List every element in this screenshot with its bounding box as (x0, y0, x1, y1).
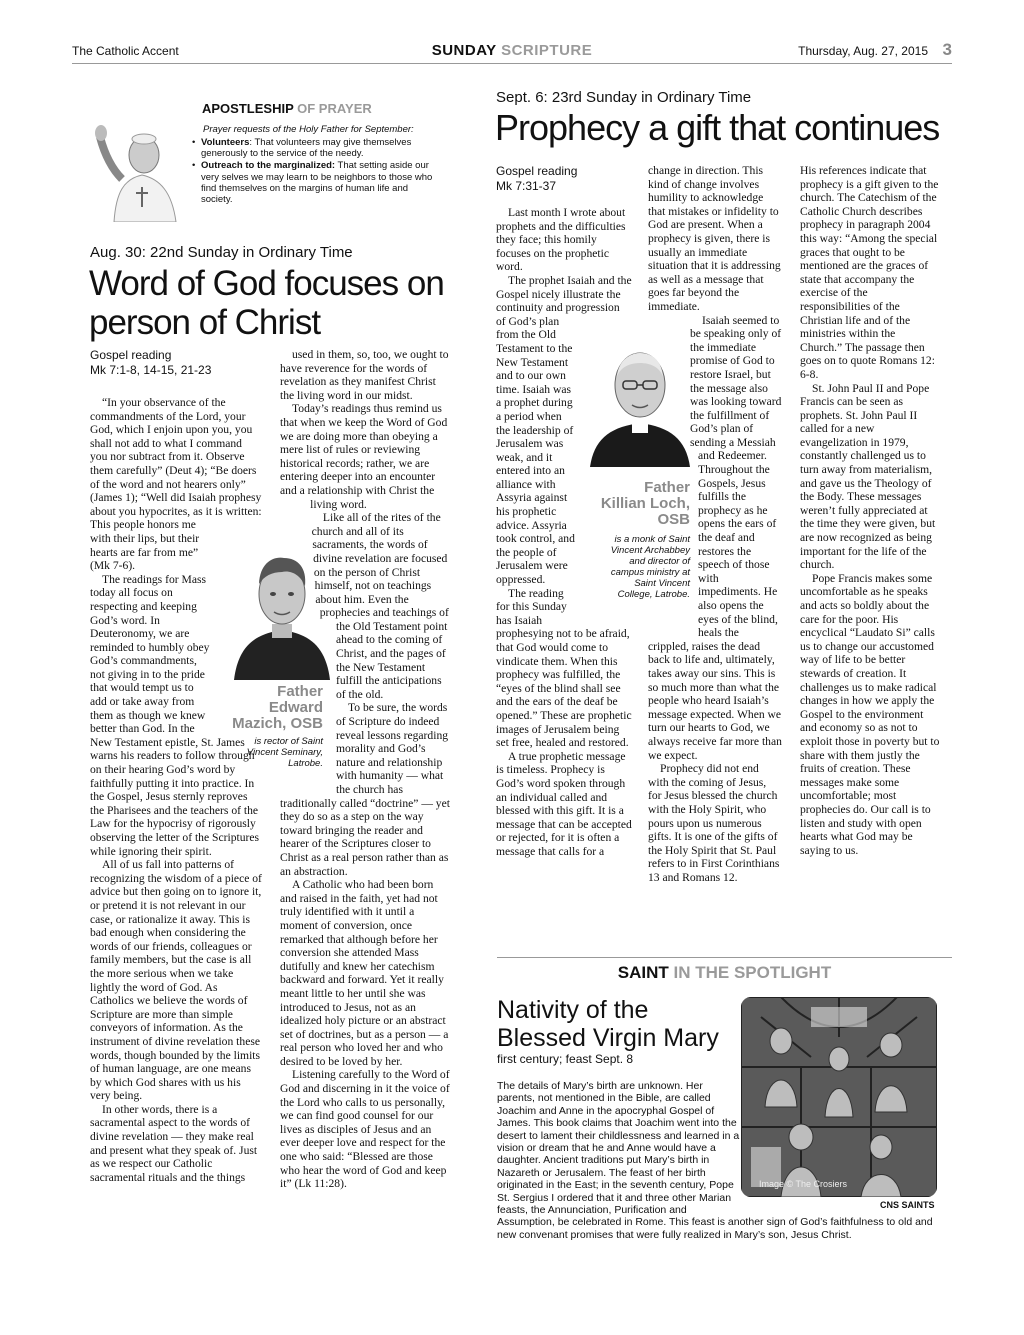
author-bio-line: College, Latrobe. (617, 589, 690, 600)
author-name-line: Killian Loch, (600, 495, 690, 512)
saint-body-text (497, 1080, 942, 1241)
pope-photo (92, 97, 192, 222)
sept6-column-1 (496, 206, 632, 859)
saint-paragraph: The details of Mary’s birth are unknown. Her parents, not mentioned in the Bible, are called Joachim and Anne in the apocryphal Gospel of James. This book claims that Joachim went into the desert to lament their childlessness and learned in a vision or dream that he and Anne would have a daughter. Ancient traditions put Mary’s birth in Nazareth or Jerusalem. The feast of her birth originated in the East; in the seventh century, Pope St. Sergius I ordered that it and three other Marian feasts, the Annunciation, Purification and Assumption, be celebrated in Rome. This feast is another sign of God’s faithfulness to old and new convenant promises that were fully realized in Mary’s son, Jesus Christ. (497, 1080, 933, 1241)
sept6-gospel-label: Gospel reading (496, 164, 578, 178)
prayer-request-item (192, 137, 440, 159)
saint-title-grey: IN THE SPOTLIGHT (673, 963, 832, 982)
author-name-line: Mazich, OSB (232, 715, 323, 732)
author-bio-line: Vincent Archabbey (610, 545, 690, 556)
paragraph: His references indicate that prophecy is a gift given to the church. The Catechism of the Catholic Church describes prophecy in paragraph 2004 this way: “Among the special graces that ought to be mentioned are the graces of state that accompany the exercise of the responsibilities of the Christian life and of the ministries within the Church.” The passage then goes on to quote Romans 12: 6-8. (800, 164, 939, 381)
apostleship-title-grey: OF PRAYER (297, 101, 372, 116)
apostleship-subtitle: Prayer requests of the Holy Father for September: (203, 124, 414, 135)
saint-headline-line: Nativity of the (497, 996, 649, 1024)
prayer-request-text: : That volunteers may give themselves generously to the service of the needy. (201, 137, 412, 160)
sept6-gospel-reference: Mk 7:31-37 (496, 179, 557, 193)
header-rule (72, 63, 952, 64)
publication-name: The Catholic Accent (72, 44, 179, 58)
sept6-headline: Prophecy a gift that continues (495, 107, 940, 148)
aug30-gospel-label: Gospel reading (90, 348, 172, 362)
aug30-headline-line2: person of Christ (89, 303, 321, 342)
cns-saints-credit: CNS SAINTS (880, 1200, 935, 1210)
aug30-headline-line1: Word of God focuses on (89, 264, 444, 303)
image-wrap-spacer (742, 1080, 942, 1208)
paragraph: change in direction. This kind of change involves humility to acknowledge that mistakes or infidelity to God are present. When a prophecy is given, there is usually an immediate situation that it is addressing as well as a message that goes far beyond the immediate. (648, 164, 781, 313)
paragraph: used in them, so, too, we ought to have reverence for the words of revelation as they manifest Christ the living word in our midst. (280, 348, 449, 402)
apostleship-title-bold: APOSTLESHIP (202, 101, 294, 116)
saint-title-bold: SAINT (617, 963, 669, 982)
saint-feast-date: first century; feast Sept. 8 (497, 1052, 634, 1066)
aug30-column-2 (280, 348, 450, 1191)
issue-date: Thursday, Aug. 27, 2015 (798, 44, 928, 58)
author-bio-line: and director of (629, 556, 690, 567)
paragraph: Like all of the rites of the church and all of its sacraments, the words of divine revelation are focused on the person of Christ himself, not on teachings about him. Even the prophecies and teachings of the Old Testament point ahead to the coming of Christ, and the pages of the New Testament fulfill the anticipations of the old. (311, 511, 449, 701)
saint-rule (497, 957, 952, 958)
paragraph: To be sure, the words of Scripture do indeed reveal lessons regarding morality and God’s nature and relationship with humanity — what the church has traditionally called “doctrine” — yet they do so as a step on the way toward bringing the reader and hearer of the Scriptures closer to Christ as a real person rather than as an abstraction. (280, 701, 450, 878)
sept6-column-3 (800, 164, 940, 857)
sept6-kicker: Sept. 6: 23rd Sunday in Ordinary Time (496, 89, 752, 106)
section-title-grey: SCRIPTURE (501, 42, 593, 59)
prayer-request-item (192, 160, 440, 205)
apostleship-title (202, 101, 372, 116)
author-name-line: OSB (657, 511, 690, 528)
paragraph: Listening carefully to the Word of God and discerning in it the voice of the Lord who calls to us personally, we can find good counsel for our lives as disciples of Jesus and an ever deeper love and respect for the one who said: “Blessed are those who hear the word of God and keep it” (Lk 11:28). (280, 1068, 450, 1191)
paragraph: A true prophetic message is timeless. Prophecy is God’s word spoken through an individual called and blessed with this gift. It is a message that can be accepted or rejected, for it is often a message that calls for a (496, 749, 632, 858)
saint-headline-line: Blessed Virgin Mary (497, 1024, 719, 1052)
author-name-line: Edward (268, 699, 323, 716)
prayer-requests-list (192, 137, 440, 206)
paragraph: Isaiah seemed to be speaking only of the immediate promise of God to restore Israel, but the message also was looking toward the fulfillment of God’s plan of sending a Messiah and Redeemer. Throughout the Gospels, Jesus fulfills the prophecy as he opens the ears of the deaf and restores the speech of those with impediments. He also opens the eyes of the blind, heals the crippled, raises the dead back to life and, ultimately, takes away our sins. This is so much more than what the people who heard Isaiah’s message expected. When we turn our hearts to God, we always receive far more than we expect. (648, 313, 782, 762)
prayer-request-label: Outreach to the marginalized: (201, 160, 336, 172)
paragraph: Today’s readings thus remind us that when we keep the Word of God we are doing more than obeying a mere list of rules or reviewing historical records; rather, we are entering deeper into an encounter and a relationship with Christ the living word. (280, 402, 448, 511)
author-name-line: Father (644, 479, 690, 496)
author-bio-line: Vincent Seminary, (246, 747, 323, 758)
section-title-bold: SUNDAY (431, 42, 497, 59)
paragraph: Pope Francis makes some uncomfortable as he speaks and acts so boldly about the care for the poor. His encyclical “Laudato Si” calls us to change our accustomed way of life to be better stewards of creation. It challenges us to make radical changes in how we apply the Gospel to the environment and economy so as not to exploit those in poverty but to share with them justly the fruits of creation. These messages make some uncomfortable; most prophecies do. Our call is to listen and study with open hearts what God may be saying to us. (800, 571, 940, 857)
aug30-gospel-reference: Mk 7:1-8, 14-15, 21-23 (90, 363, 212, 377)
author-name-line: Father (277, 683, 323, 700)
saint-headline (497, 996, 719, 1052)
prayer-request-text: That setting aside our very selves we may learn to be neighbors to those who find themselves on the margins of human life and society. (201, 160, 433, 206)
paragraph: “In your observance of the commandments of the Lord, your God, which I enjoin upon you, you shall not add to what I command you nor subtract from it. Observe them carefully” (Deut 4); “Be doers of the word and not hearers only” (James 1); “Well did Isaiah prophesy about you hypocrites, as it is written: This people honors me with their lips, but their hearts are far from me” (Mk 7-6). (90, 396, 262, 573)
image-credit: Image © The Crosiers (759, 1179, 847, 1189)
aug30-kicker: Aug. 30: 22nd Sunday in Ordinary Time (90, 244, 353, 261)
sept6-column-2 (648, 164, 782, 884)
page-number: 3 (942, 40, 952, 59)
saint-section-title (497, 963, 952, 983)
paragraph: All of us fall into patterns of recognizing the wisdom of a piece of advice but then going on to ignore it, or pretend it is not relevant in our case, or rationalize it away. This is bad enough when considering the words of our friends, colleagues or family members, but the case is all the more serious when we take lightly the word of God. As Catholics we believe the words of Scripture are more than simple conveyors of information. As the instrument of divine revelation these words, though bounded by the limits of human language, are one means by which God shares with us his very being. (90, 858, 262, 1103)
author-bio-line: campus ministry at (610, 567, 690, 578)
author-bio-line: is rector of Saint (254, 736, 323, 747)
paragraph: In other words, there is a sacramental aspect to the words of divine revelation — they make real and present what they speak of. Just as we respect our Catholic sacramental rituals and the things (90, 1102, 258, 1184)
paragraph: The prophet Isaiah and the Gospel nicely illustrate the continuity and progression of God’s plan from the Old Testament to the New Testament and to our own time. Isaiah was a prophet during a period when the leadership of Jerusalem was weak, and it entered into an alliance with Assyria against his prophetic advice. Assyria took control, and the people of Jerusalem were oppressed. (496, 273, 632, 587)
author-bio-line: Saint Vincent (634, 578, 690, 589)
paragraph: The readings for Mass today all focus on respecting and keeping God’s word. In Deuteronomy, we are reminded to humbly obey God’s commandments, not giving in to the pride that would tempt us to add or take away from them as though we knew better than God. In the New Testament epistle, St. James warns his readers to follow through on their hearing God’s word by faithfully putting it into practice. In the Gospel, Jesus sternly reproves the Pharisees and the teachers of the Law for the hypocrisy of rigorously observing the letter of the Scriptures while ignoring their spirit. (90, 572, 260, 858)
paragraph: The reading for this Sunday has Isaiah prophesying not to be afraid, that God would come to vindicate them. When this prophecy was fulfilled, the “eyes of the blind shall see and the ears of the deaf be opened.” These are prophetic images of Jerusalem being set free, healed and restored. (496, 586, 632, 750)
author-bio-line: Latrobe. (288, 758, 323, 769)
paragraph: St. John Paul II and Pope Francis can be seen as prophets. St. John Paul II called for a new evangelization in 1979, constantly challenged us to turn away from materialism, and gave us the Theology of the Body. These messages weren’t fully appreciated at the time they were given, but are now recognized as being important for the life of the church. (800, 381, 936, 572)
paragraph: A Catholic who had been born and raised in the faith, yet had not truly identified with it until a moment of conversion, once remarked that although before her conversion she attended Mass dutifully and knew her catechism backward and forward. Yet it really meant little to her until she was introduced to Jesus, not as an idealized holy picture or an abstract set of doctrines, but as a person — a real person who loved her and who desired to be loved by her. (280, 878, 449, 1068)
author-bio-line: is a monk of Saint (614, 534, 690, 545)
prayer-request-label: Volunteers (201, 137, 250, 148)
paragraph: Prophecy did not end with the coming of Jesus, for Jesus blessed the church with the Holy Spirit, who pours upon us numerous gifts. It is one of the gifts of the Holy Spirit that St. Paul refers to in First Corinthians 13 and Romans 12. (648, 762, 780, 884)
paragraph: Last month I wrote about prophets and the difficulties they face; this homily focuses on the prophetic word. (496, 206, 626, 274)
aug30-column-1 (90, 396, 262, 1184)
